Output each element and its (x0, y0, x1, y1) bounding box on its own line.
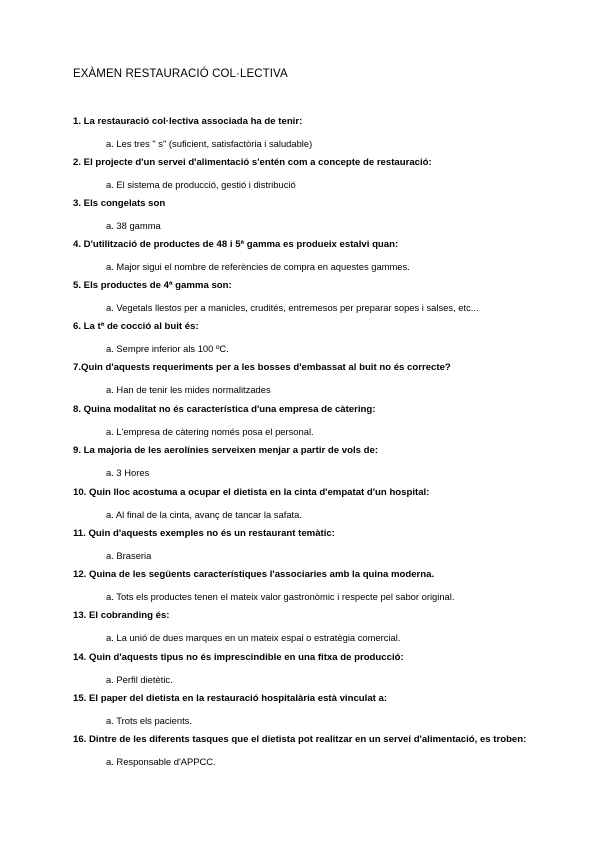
answer-6: a. Sempre inferior als 100 ºC. (106, 343, 229, 354)
answer-7: a. Han de tenir les mides normalitzades (106, 384, 271, 395)
question-6: 6. La tª de cocció al buit és: (73, 321, 199, 332)
answer-15: a. Trots els pacients. (106, 715, 192, 726)
question-7: 7.Quin d'aquests requeriments per a les bosses d'embassat al buit no és correcte? (73, 362, 451, 373)
question-block (73, 569, 573, 603)
question-block (73, 198, 573, 232)
question-4: 4. D'utilització de productes de 48 i 5ª gamma es produeix estalvi quan: (73, 239, 399, 250)
question-block (73, 487, 573, 521)
question-3: 3. Els congelats son (73, 198, 166, 209)
answer-14: a. Perfil dietètic. (106, 674, 173, 685)
question-block (73, 610, 573, 644)
question-16: 16. Dintre de les diferents tasques que el dietista pot realitzar en un servei d'alimentació, es troben: (73, 734, 527, 745)
question-15: 15. El paper del dietista en la restauració hospitalària està vinculat a: (73, 693, 388, 704)
answer-11: a. Braseria (106, 550, 152, 561)
answer-10: a. Al final de la cinta, avanç de tancar la safata. (106, 509, 302, 520)
answer-12: a. Tots els productes tenen el mateix valor gastronòmic i respecte pel sabor original. (106, 591, 455, 602)
answer-13: a. La unió de dues marques en un mateix espai o estratègia comercial. (106, 632, 401, 643)
question-block (73, 528, 573, 562)
question-12: 12. Quina de les següents característiques l'associaries amb la quina moderna. (73, 569, 435, 580)
question-block (73, 445, 573, 479)
question-block (73, 652, 573, 686)
answer-9: a. 3 Hores (106, 467, 150, 478)
question-block (73, 116, 573, 150)
question-block (73, 362, 573, 396)
question-10: 10. Quin lloc acostuma a ocupar el dietista en la cinta d'empatat d'un hospital: (73, 487, 430, 498)
question-1: 1. La restauració col·lectiva associada ha de tenir: (73, 116, 303, 127)
question-block (73, 157, 573, 191)
question-2: 2. El projecte d'un servei d'alimentació s'entén com a concepte de restauració: (73, 157, 432, 168)
answer-3: a. 38 gamma (106, 220, 161, 231)
question-block (73, 693, 573, 727)
question-14: 14. Quin d'aquests tipus no és imprescindible en una fitxa de producció: (73, 652, 404, 663)
answer-4: a. Major sigui el nombre de referències de compra en aquestes gammes. (106, 261, 410, 272)
answer-1: a. Les tres " s" (suficient, satisfactòria i saludable) (106, 138, 313, 149)
question-5: 5. Els productes de 4ª gamma son: (73, 280, 232, 291)
answer-5: a. Vegetals llestos per a manicles, crudités, entremesos per preparar sopes i salses, etc... (106, 302, 479, 313)
answer-2: a. El sistema de producció, gestió i distribució (106, 179, 296, 190)
question-block (73, 734, 573, 768)
question-9: 9. La majoria de les aerolínies serveixen menjar a partir de vols de: (73, 445, 379, 456)
question-11: 11. Quin d'aquests exemples no és un restaurant temàtic: (73, 528, 335, 539)
question-13: 13. El cobranding és: (73, 610, 170, 621)
question-block (73, 321, 573, 355)
question-block (73, 280, 573, 314)
answer-16: a. Responsable d'APPCC. (106, 756, 216, 767)
question-block (73, 404, 573, 438)
question-8: 8. Quina modalitat no és característica d'una empresa de càtering: (73, 404, 376, 415)
answer-8: a. L'empresa de càtering només posa el personal. (106, 426, 314, 437)
question-block (73, 239, 573, 273)
document-title: EXÀMEN RESTAURACIÓ COL·LECTIVA (73, 68, 288, 80)
